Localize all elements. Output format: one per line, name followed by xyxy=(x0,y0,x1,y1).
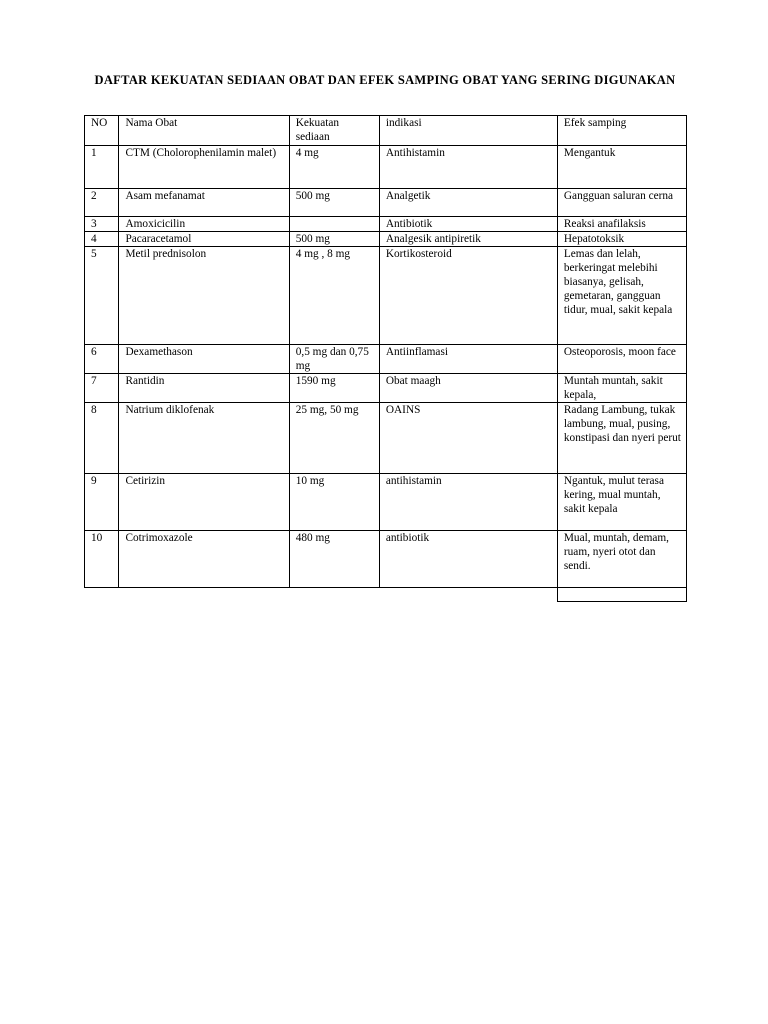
cell-efek-samping: Radang Lambung, tukak lambung, mual, pusing, konstipasi dan nyeri perut xyxy=(557,403,686,474)
cell-no: 4 xyxy=(85,232,119,247)
cell-kekuatan xyxy=(289,217,379,232)
cell-no: 1 xyxy=(85,146,119,189)
cell-no: 8 xyxy=(85,403,119,474)
cell-kekuatan: 500 mg xyxy=(289,189,379,217)
drug-table xyxy=(84,115,687,602)
cell-kekuatan: 0,5 mg dan 0,75 mg xyxy=(289,345,379,374)
empty-space xyxy=(85,588,558,602)
cell-indikasi: Kortikosteroid xyxy=(379,247,557,345)
cell-efek-samping: Reaksi anafilaksis xyxy=(557,217,686,232)
cell-efek-samping: Gangguan saluran cerna xyxy=(557,189,686,217)
cell-efek-samping: Mual, muntah, demam, ruam, nyeri otot dan sendi. xyxy=(557,531,686,588)
table-row xyxy=(85,531,687,588)
cell-indikasi: antibiotik xyxy=(379,531,557,588)
cell-kekuatan: 4 mg xyxy=(289,146,379,189)
cell-nama-obat: Pacaracetamol xyxy=(119,232,289,247)
table-empty-row xyxy=(85,588,687,602)
cell-kekuatan: 1590 mg xyxy=(289,374,379,403)
cell-nama-obat: Rantidin xyxy=(119,374,289,403)
cell-no: 2 xyxy=(85,189,119,217)
empty-cell xyxy=(557,588,686,602)
cell-kekuatan: 480 mg xyxy=(289,531,379,588)
table-row xyxy=(85,403,687,474)
cell-nama-obat: Dexamethason xyxy=(119,345,289,374)
cell-nama-obat: Asam mefanamat xyxy=(119,189,289,217)
cell-nama-obat: Cetirizin xyxy=(119,474,289,531)
cell-nama-obat: Natrium diklofenak xyxy=(119,403,289,474)
cell-efek-samping: Muntah muntah, sakit kepala, xyxy=(557,374,686,403)
cell-no: 7 xyxy=(85,374,119,403)
table-row xyxy=(85,374,687,403)
cell-no: 6 xyxy=(85,345,119,374)
cell-no: 9 xyxy=(85,474,119,531)
cell-indikasi: OAINS xyxy=(379,403,557,474)
header-no: NO xyxy=(85,116,119,146)
cell-indikasi: Antiinflamasi xyxy=(379,345,557,374)
cell-kekuatan: 4 mg , 8 mg xyxy=(289,247,379,345)
cell-indikasi: antihistamin xyxy=(379,474,557,531)
header-efek-samping: Efek samping xyxy=(557,116,686,146)
cell-indikasi: Analgesik antipiretik xyxy=(379,232,557,247)
table-row xyxy=(85,189,687,217)
table-row xyxy=(85,217,687,232)
table-row xyxy=(85,247,687,345)
cell-indikasi: Antibiotik xyxy=(379,217,557,232)
cell-nama-obat: Amoxicicilin xyxy=(119,217,289,232)
document-title: DAFTAR KEKUATAN SEDIAAN OBAT DAN EFEK SAMPING OBAT YANG SERING DIGUNAKAN xyxy=(94,73,676,87)
cell-efek-samping: Osteoporosis, moon face xyxy=(557,345,686,374)
cell-no: 3 xyxy=(85,217,119,232)
cell-no: 5 xyxy=(85,247,119,345)
cell-indikasi: Analgetik xyxy=(379,189,557,217)
cell-efek-samping: Hepatotoksik xyxy=(557,232,686,247)
cell-efek-samping: Mengantuk xyxy=(557,146,686,189)
cell-kekuatan: 500 mg xyxy=(289,232,379,247)
cell-efek-samping: Ngantuk, mulut terasa kering, mual muntah, sakit kepala xyxy=(557,474,686,531)
cell-indikasi: Antihistamin xyxy=(379,146,557,189)
cell-nama-obat: CTM (Cholorophenilamin malet) xyxy=(119,146,289,189)
table-header-row xyxy=(85,116,687,146)
cell-kekuatan: 25 mg, 50 mg xyxy=(289,403,379,474)
table-row xyxy=(85,474,687,531)
table-row xyxy=(85,345,687,374)
table-row xyxy=(85,146,687,189)
header-indikasi: indikasi xyxy=(379,116,557,146)
header-nama-obat: Nama Obat xyxy=(119,116,289,146)
cell-no: 10 xyxy=(85,531,119,588)
table-row xyxy=(85,232,687,247)
header-kekuatan-sediaan: Kekuatan sediaan xyxy=(289,116,379,146)
cell-nama-obat: Metil prednisolon xyxy=(119,247,289,345)
cell-indikasi: Obat maagh xyxy=(379,374,557,403)
cell-nama-obat: Cotrimoxazole xyxy=(119,531,289,588)
cell-efek-samping: Lemas dan lelah, berkeringat melebihi biasanya, gelisah, gemetaran, gangguan tidur, mual, sakit kepala xyxy=(557,247,686,345)
cell-kekuatan: 10 mg xyxy=(289,474,379,531)
